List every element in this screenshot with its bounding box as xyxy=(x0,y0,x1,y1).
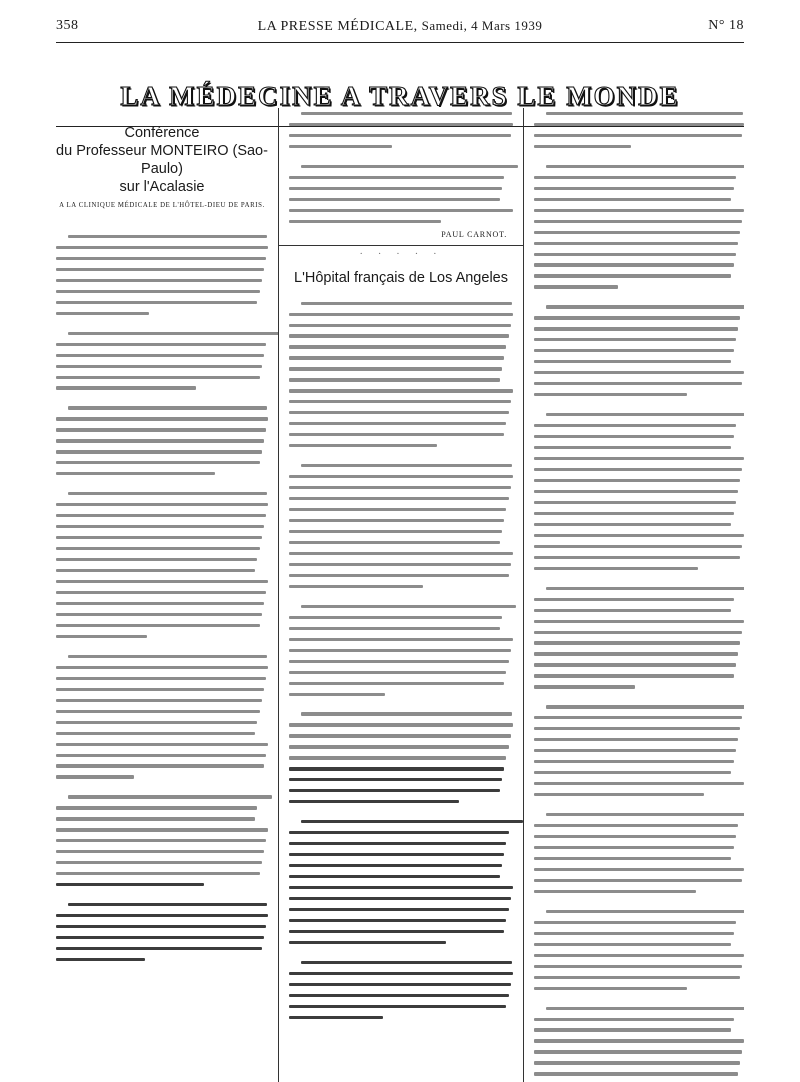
text-line xyxy=(68,235,267,238)
text-line xyxy=(289,745,509,748)
text-line xyxy=(56,450,262,453)
text-line xyxy=(56,688,264,691)
paragraph-gap xyxy=(534,574,744,583)
text-line xyxy=(301,605,516,608)
article2-body-col2 xyxy=(289,298,513,1023)
text-line xyxy=(546,1007,744,1010)
text-line xyxy=(56,872,260,875)
text-line xyxy=(289,334,509,337)
paragraph-gap xyxy=(289,152,513,161)
paragraph-gap xyxy=(534,692,744,701)
text-line xyxy=(301,112,512,115)
text-line xyxy=(289,187,502,190)
text-line xyxy=(534,360,731,363)
text-line xyxy=(289,671,506,674)
text-line xyxy=(289,508,506,511)
text-line xyxy=(289,886,513,889)
text-line xyxy=(289,145,392,148)
text-line xyxy=(534,556,740,559)
text-line xyxy=(534,274,731,277)
text-line xyxy=(289,400,511,403)
text-line xyxy=(534,921,736,924)
text-line xyxy=(534,652,738,655)
text-line xyxy=(534,598,734,601)
text-line xyxy=(56,417,268,420)
text-line xyxy=(289,378,500,381)
text-line xyxy=(289,831,509,834)
text-line xyxy=(534,231,740,234)
text-line xyxy=(56,536,262,539)
text-line xyxy=(534,523,731,526)
text-line xyxy=(56,525,264,528)
article-columns xyxy=(56,108,744,1082)
article1-signature: PAUL CARNOT. xyxy=(441,229,507,239)
text-line xyxy=(289,723,513,726)
text-line xyxy=(534,1039,744,1042)
text-line xyxy=(534,446,731,449)
text-line xyxy=(301,165,518,168)
text-line xyxy=(534,145,631,148)
text-line xyxy=(56,850,264,853)
text-line xyxy=(534,782,744,785)
text-line xyxy=(534,382,742,385)
text-line xyxy=(56,591,266,594)
text-line xyxy=(289,220,441,223)
text-line xyxy=(534,716,742,719)
text-line xyxy=(56,558,257,561)
paragraph-gap xyxy=(56,319,268,328)
issue-number: N° 18 xyxy=(708,18,744,33)
text-line xyxy=(289,444,437,447)
text-line xyxy=(289,616,502,619)
text-line xyxy=(534,727,740,730)
text-line xyxy=(289,1005,506,1008)
text-line xyxy=(289,983,511,986)
text-line xyxy=(289,767,504,770)
text-line xyxy=(301,464,512,467)
text-line xyxy=(289,756,506,759)
text-line xyxy=(289,919,506,922)
text-line xyxy=(289,345,506,348)
text-line xyxy=(534,674,734,677)
text-line xyxy=(534,631,742,634)
text-line xyxy=(289,941,446,944)
article1-title-line3: sur l'Acalasie xyxy=(119,179,205,195)
text-line xyxy=(289,994,509,997)
text-line xyxy=(534,187,734,190)
text-line xyxy=(546,813,744,816)
paragraph-gap xyxy=(534,897,744,906)
paragraph-gap xyxy=(56,890,268,899)
text-line xyxy=(534,685,635,688)
text-line xyxy=(289,585,423,588)
text-line xyxy=(56,936,264,939)
text-line xyxy=(56,613,262,616)
text-line xyxy=(534,209,744,212)
text-line xyxy=(534,534,744,537)
text-line xyxy=(534,479,740,482)
text-line xyxy=(56,624,260,627)
text-line xyxy=(534,857,731,860)
article1-title-line1: Conférence xyxy=(124,125,200,141)
text-line xyxy=(56,503,268,506)
text-line xyxy=(289,123,513,126)
text-line xyxy=(289,530,502,533)
text-line xyxy=(546,112,743,115)
column-1 xyxy=(56,108,278,1082)
text-line xyxy=(289,908,509,911)
article1-heading xyxy=(56,124,268,209)
text-line xyxy=(534,338,736,341)
text-line xyxy=(534,393,687,396)
text-line xyxy=(534,824,738,827)
text-line xyxy=(534,567,698,570)
text-line xyxy=(289,176,504,179)
text-line xyxy=(534,457,744,460)
text-line xyxy=(534,1050,742,1053)
text-line xyxy=(289,682,504,685)
text-line xyxy=(56,699,262,702)
text-line xyxy=(56,354,264,357)
text-line xyxy=(289,778,502,781)
article2-title: L'Hôpital français de Los Angeles xyxy=(294,269,508,286)
text-line xyxy=(289,800,459,803)
text-line xyxy=(56,472,215,475)
text-line xyxy=(289,853,504,856)
text-line xyxy=(546,305,744,308)
text-line xyxy=(56,386,196,389)
text-line xyxy=(546,413,744,416)
text-line xyxy=(56,279,262,282)
text-line xyxy=(56,775,134,778)
text-line xyxy=(546,587,744,590)
text-line xyxy=(56,246,268,249)
article-divider xyxy=(279,245,523,246)
text-line xyxy=(56,301,257,304)
text-line xyxy=(56,312,149,315)
text-line xyxy=(534,932,734,935)
paragraph-gap xyxy=(289,592,513,601)
text-line xyxy=(534,868,744,871)
text-line xyxy=(534,1018,734,1021)
text-line xyxy=(289,134,511,137)
text-line xyxy=(289,313,513,316)
text-line xyxy=(56,268,264,271)
text-line xyxy=(56,914,268,917)
text-line xyxy=(56,817,255,820)
journal-name: LA PRESSE MÉDICALE, xyxy=(257,19,418,34)
text-line xyxy=(289,541,500,544)
text-line xyxy=(56,754,266,757)
paragraph-gap xyxy=(534,400,744,409)
text-line xyxy=(534,965,742,968)
text-line xyxy=(56,461,260,464)
paragraph-gap xyxy=(534,994,744,1003)
text-line xyxy=(534,371,744,374)
text-line xyxy=(56,257,266,260)
text-line xyxy=(534,123,744,126)
text-line xyxy=(289,367,502,370)
text-line xyxy=(534,1072,738,1075)
text-line xyxy=(546,165,744,168)
text-line xyxy=(56,666,268,669)
top-rule xyxy=(56,42,744,43)
text-line xyxy=(289,789,500,792)
paragraph-gap xyxy=(289,451,513,460)
ornament-divider: · · · · · xyxy=(359,247,443,260)
column-3 xyxy=(523,108,744,1082)
text-line xyxy=(56,569,255,572)
text-line xyxy=(289,209,513,212)
text-line xyxy=(289,1016,383,1019)
text-line xyxy=(534,954,744,957)
text-line xyxy=(56,439,264,442)
running-head xyxy=(56,18,744,38)
article1-body-col2 xyxy=(289,108,513,227)
text-line xyxy=(68,406,267,409)
text-line xyxy=(534,316,740,319)
text-line xyxy=(56,428,266,431)
text-line xyxy=(289,972,513,975)
text-line xyxy=(56,947,262,950)
text-line xyxy=(289,842,506,845)
text-line xyxy=(546,705,744,708)
text-line xyxy=(301,961,512,964)
column-2 xyxy=(278,108,523,1082)
text-line xyxy=(56,547,260,550)
text-line xyxy=(546,910,744,913)
text-line xyxy=(289,422,506,425)
text-line xyxy=(56,883,204,886)
text-line xyxy=(289,638,513,641)
text-line xyxy=(56,764,264,767)
text-line xyxy=(534,987,687,990)
paragraph-gap xyxy=(56,394,268,403)
text-line xyxy=(289,486,511,489)
text-line xyxy=(56,710,260,713)
text-line xyxy=(534,943,731,946)
text-line xyxy=(289,433,504,436)
masthead xyxy=(56,18,744,35)
text-line xyxy=(534,890,696,893)
text-line xyxy=(534,1061,740,1064)
text-line xyxy=(534,620,744,623)
page-number: 358 xyxy=(56,18,79,33)
text-line xyxy=(289,356,504,359)
text-line xyxy=(534,176,736,179)
text-line xyxy=(56,514,266,517)
text-line xyxy=(301,712,512,715)
text-line xyxy=(56,732,255,735)
text-line xyxy=(56,806,257,809)
text-line xyxy=(534,976,740,979)
text-line xyxy=(56,290,260,293)
text-line xyxy=(534,835,736,838)
text-line xyxy=(301,820,523,823)
text-line xyxy=(56,677,266,680)
paragraph-gap xyxy=(534,800,744,809)
paragraph-gap xyxy=(56,479,268,488)
text-line xyxy=(534,285,618,288)
text-line xyxy=(534,198,731,201)
article1-title-line2: du Professeur MONTEIRO (Sao-Paulo) xyxy=(56,143,268,177)
text-line xyxy=(56,925,266,928)
text-line xyxy=(289,693,385,696)
text-line xyxy=(534,793,704,796)
paragraph-gap xyxy=(534,152,744,161)
text-line xyxy=(68,655,267,658)
text-line xyxy=(289,519,504,522)
paragraph-gap xyxy=(534,293,744,302)
text-line xyxy=(534,609,731,612)
text-line xyxy=(289,930,504,933)
text-line xyxy=(534,501,736,504)
text-line xyxy=(289,411,509,414)
text-line xyxy=(534,749,736,752)
text-line xyxy=(56,376,260,379)
text-line xyxy=(534,490,738,493)
text-line xyxy=(56,635,147,638)
text-line xyxy=(534,738,738,741)
text-line xyxy=(289,649,511,652)
article1-subtitle: A LA CLINIQUE MÉDICALE DE L'HÔTEL-DIEU DE PARIS. xyxy=(59,202,265,209)
text-line xyxy=(534,545,742,548)
text-line xyxy=(56,958,145,961)
text-line xyxy=(289,897,511,900)
text-line xyxy=(56,721,257,724)
text-line xyxy=(68,492,267,495)
text-line xyxy=(68,903,267,906)
text-line xyxy=(534,242,738,245)
text-line xyxy=(289,475,513,478)
text-line xyxy=(534,846,734,849)
text-line xyxy=(534,468,742,471)
text-line xyxy=(289,563,511,566)
text-line xyxy=(534,641,740,644)
text-line xyxy=(534,134,742,137)
text-line xyxy=(289,574,509,577)
text-line xyxy=(534,253,736,256)
text-line xyxy=(301,302,512,305)
text-line xyxy=(289,198,500,201)
text-line xyxy=(534,760,734,763)
text-line xyxy=(56,861,262,864)
text-line xyxy=(534,663,736,666)
text-line xyxy=(56,365,262,368)
text-line xyxy=(289,389,513,392)
text-line xyxy=(289,864,502,867)
text-line xyxy=(289,552,513,555)
text-line xyxy=(289,324,511,327)
section-banner: LA MÉDECINE A TRAVERS LE MONDE xyxy=(120,81,680,111)
text-line xyxy=(56,839,266,842)
text-line xyxy=(534,424,736,427)
text-line xyxy=(56,828,268,831)
text-line xyxy=(534,327,738,330)
text-line xyxy=(289,734,511,737)
text-line xyxy=(68,332,278,335)
text-line xyxy=(534,771,731,774)
text-line xyxy=(56,743,268,746)
paragraph-gap xyxy=(289,700,513,709)
paragraph-gap xyxy=(56,783,268,792)
text-line xyxy=(534,1028,731,1031)
text-line xyxy=(289,627,500,630)
text-line xyxy=(534,879,742,882)
text-line xyxy=(534,220,742,223)
text-line xyxy=(56,602,264,605)
text-line xyxy=(56,580,268,583)
paragraph-gap xyxy=(289,948,513,957)
issue-date: Samedi, 4 Mars 1939 xyxy=(421,18,543,33)
article2-body-col3 xyxy=(534,108,744,1082)
article1-body-col1 xyxy=(56,231,268,965)
text-line xyxy=(289,660,509,663)
text-line xyxy=(534,512,734,515)
text-line xyxy=(289,875,500,878)
text-line xyxy=(534,263,734,266)
text-line xyxy=(56,343,266,346)
paragraph-gap xyxy=(289,807,513,816)
text-line xyxy=(534,349,734,352)
text-line xyxy=(534,435,734,438)
paragraph-gap xyxy=(56,642,268,651)
text-line xyxy=(289,497,509,500)
text-line xyxy=(68,795,272,798)
